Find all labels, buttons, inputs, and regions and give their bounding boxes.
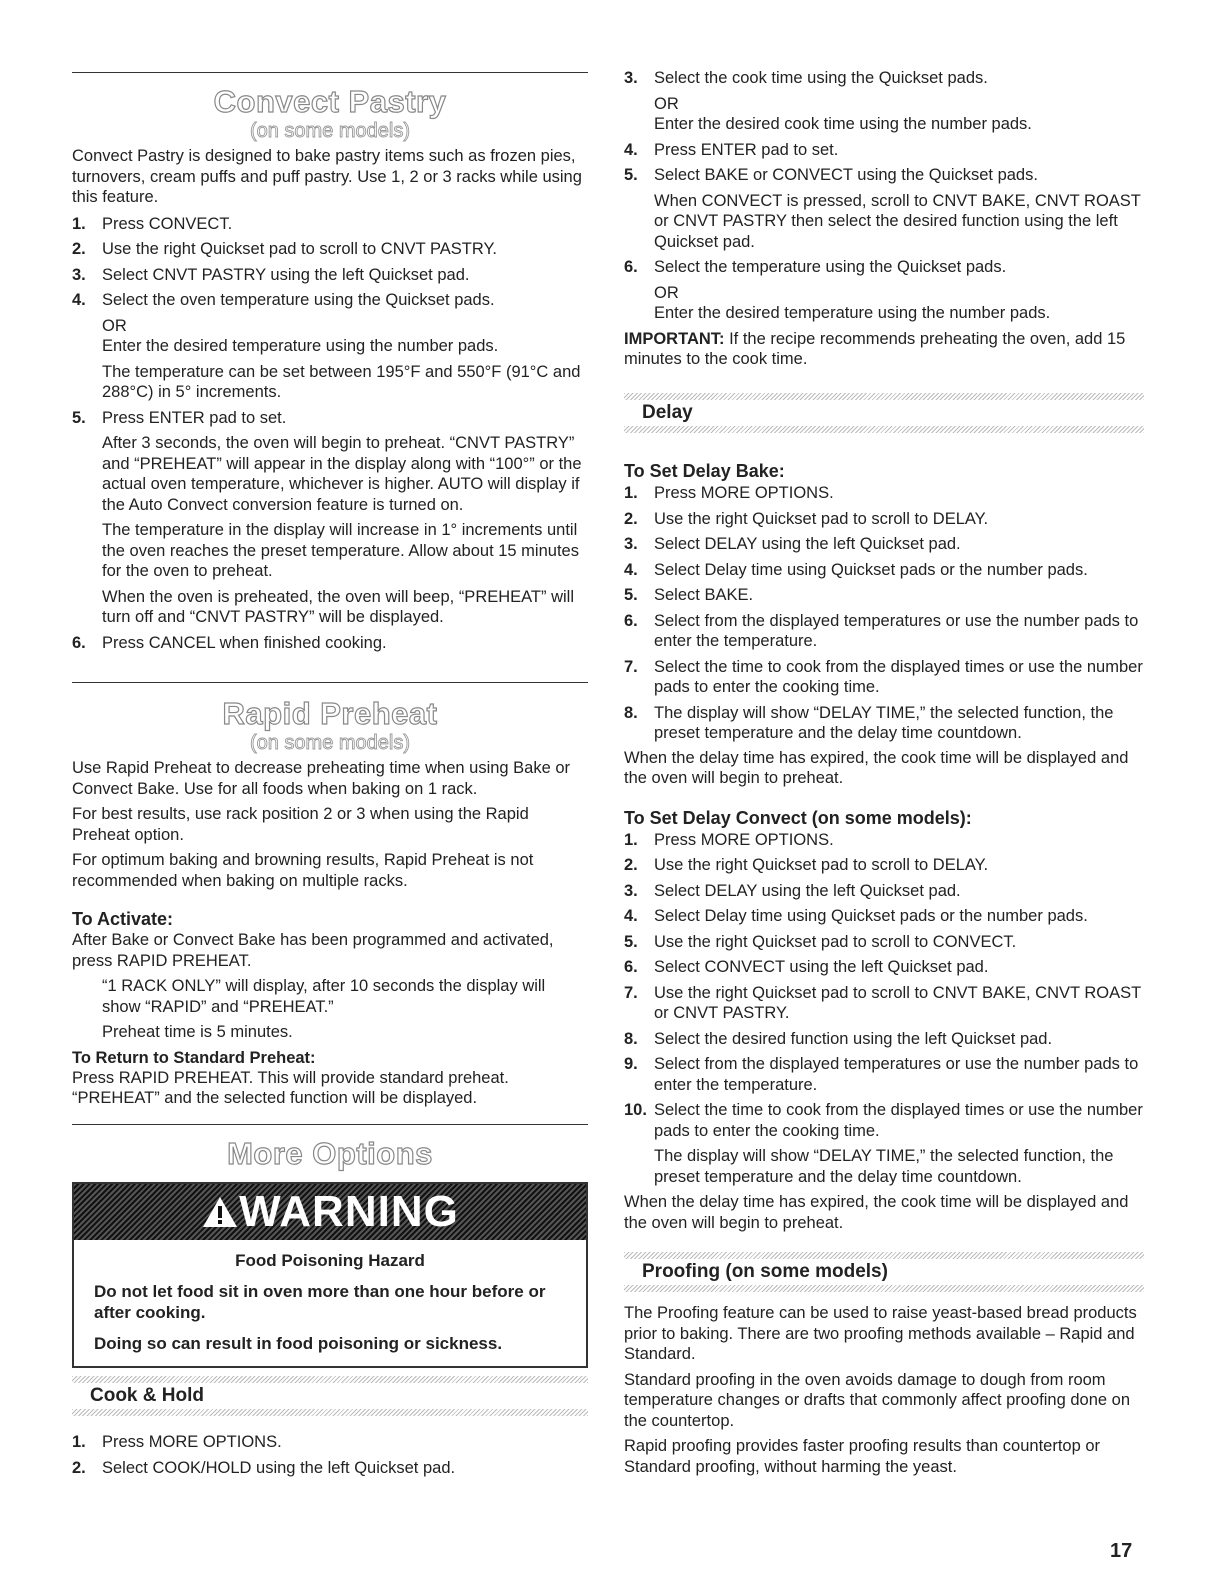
delay-section [624,460,1144,1233]
convect-pastry-intro: Convect Pastry is designed to bake pastry items such as frozen pies, turnovers, cream puffs and puff pastry. Use 1, 2 or 3 racks while using this feature. [72,147,582,206]
convect-pastry-steps [72,214,588,654]
step-note: After 3 seconds, the oven will begin to preheat. “CNVT PASTRY” and “PREHEAT” will appear in the display along with “100°” or the actual oven temperature, whichever is higher. AUTO will display if the Auto Convect conversion feature is turned on. [102,434,582,514]
list-item: 1. Press MORE OPTIONS. [624,484,834,502]
list-item: 1. Press CONVECT. [72,214,233,233]
paragraph: When the delay time has expired, the cook time will be displayed and the oven will begin to preheat. [624,1193,1129,1232]
warning-hazard: Food Poisoning Hazard [235,1251,425,1270]
list-item: 10. Select the time to cook from the displayed times or use the number pads to enter the cooking time. The display will show “DELAY TIME,” the selected function, the preset temperature and the delay time countdown. [624,1101,1143,1186]
list-item: 2. Use the right Quickset pad to scroll to CNVT PASTRY. [72,240,497,258]
list-item: 4. Select Delay time using Quickset pads or the number pads. [624,907,1088,925]
list-item: 4. Press ENTER pad to set. [624,140,839,159]
warning-line: Doing so can result in food poisoning or sickness. [94,1334,503,1353]
cook-hold-continued [624,68,1144,370]
list-item: 6. Press CANCEL when finished cooking. [72,633,387,652]
paragraph: Preheat time is 5 minutes. [102,1023,293,1041]
list-item: 6. Select the temperature using the Quickset pads. OR Enter the desired temperature using the number pads. [624,257,1144,324]
delay-bake-heading: To Set Delay Bake: [624,461,785,481]
warning-label: WARNING [239,1187,459,1236]
step-note: The temperature in the display will increase in 1° increments until the oven reaches the preset temperature. Allow about 15 minutes for the oven to preheat. [102,521,579,580]
delay-heading: Delay [624,400,1144,426]
proofing-heading: Proofing (on some models) [624,1259,1144,1285]
list-item: 5. Select BAKE. [624,586,754,604]
list-item: 2. Select COOK/HOLD using the left Quickset pad. [72,1458,456,1477]
cook-hold-section [72,1432,588,1478]
list-item: 5. Select BAKE or CONVECT using the Quickset pads. When CONVECT is pressed, scroll to CNVT BAKE, CNVT ROAST or CNVT PASTRY then select the desired function using the left Quickset pad. [624,165,1144,252]
to-activate-heading: To Activate: [72,909,174,929]
list-item: 8. Select the desired function using the left Quickset pad. [624,1029,1053,1048]
paragraph: For best results, use rack position 2 or 3 when using the Rapid Preheat option. [72,805,529,844]
or-label: OR [654,283,679,302]
list-item: 3. Select DELAY using the left Quickset pad. [624,535,961,553]
list-item: 1. Press MORE OPTIONS. [624,830,834,849]
paragraph: Press RAPID PREHEAT. This will provide standard preheat. “PREHEAT” and the selected function will be displayed. [72,1068,509,1107]
list-item: 2. Use the right Quickset pad to scroll to DELAY. [624,856,989,874]
convect-pastry-title: Convect Pastry [213,84,447,119]
convect-pastry-section [72,146,588,653]
rapid-preheat-subtitle: (on some models) [249,732,411,754]
step-note: When CONVECT is pressed, scroll to CNVT BAKE, CNVT ROAST or CNVT PASTRY then select the desired function using the left Quickset pad. [654,191,1141,251]
page-number: 17 [1110,1540,1133,1562]
list-item: 6. Select CONVECT using the left Quickset pad. [624,958,989,976]
warning-line: Do not let food sit in oven more than one hour before or after cooking. [94,1282,546,1322]
more-options-title: More Options [227,1136,433,1171]
step-note: When the oven is preheated, the oven will beep, “PREHEAT” will turn off and “CNVT PASTRY” will be displayed. [102,587,575,626]
list-item: 9. Select from the displayed temperatures or use the number pads to enter the temperature. [624,1055,1139,1094]
paragraph: For optimum baking and browning results, Rapid Preheat is not recommended when baking on multiple racks. [72,851,534,890]
rapid-preheat-title: Rapid Preheat [222,696,438,731]
paragraph: Rapid proofing provides faster proofing results than countertop or Standard proofing, without harming the yeast. [624,1437,1101,1476]
convect-pastry-subtitle: (on some models) [249,120,411,142]
section-divider [72,682,588,683]
list-item: 4. Select the oven temperature using the Quickset pads. OR Enter the desired temperature using the number pads. The temperature can be set between 195°F and 550°F (91°C and 288°C) in 5° increments. [72,290,588,403]
list-item: 3. Select the cook time using the Quickset pads. OR Enter the desired cook time using the number pads. [624,68,1144,135]
warning-body [74,1240,586,1366]
list-item: 5. Use the right Quickset pad to scroll to CONVECT. [624,932,1017,951]
step-alt: Enter the desired temperature using the number pads. [654,304,1051,322]
cook-hold-header [72,1376,588,1416]
cook-hold-heading: Cook & Hold [72,1383,588,1409]
proofing-header [624,1252,1144,1292]
paragraph: “1 RACK ONLY” will display, after 10 seconds the display will show “RAPID” and “PREHEAT.” [102,977,546,1016]
list-item: 2. Use the right Quickset pad to scroll to DELAY. [624,509,989,528]
delay-bake-steps [624,483,1144,744]
cook-hold-steps [72,1432,588,1478]
step-alt: Enter the desired temperature using the number pads. [102,337,499,355]
list-item: 7. Select the time to cook from the displayed times or use the number pads to enter the cooking time. [624,657,1143,696]
list-item: 3. Select DELAY using the left Quickset pad. [624,881,961,900]
step-alt: Enter the desired cook time using the number pads. [654,115,1032,133]
list-item: 4. Select Delay time using Quickset pads or the number pads. [624,560,1088,579]
paragraph: The Proofing feature can be used to raise yeast-based bread products prior to baking. There are two proofing methods available – Rapid and Standard. [624,1304,1137,1363]
cook-hold-steps-continued [624,68,1144,324]
list-item: 6. Select from the displayed temperatures or use the number pads to enter the temperature. [624,611,1139,650]
list-item: 1. Press MORE OPTIONS. [72,1433,282,1451]
return-standard-heading: To Return to Standard Preheat: [72,1048,316,1067]
list-item: 7. Use the right Quickset pad to scroll to CNVT BAKE, CNVT ROAST or CNVT PASTRY. [624,983,1141,1022]
rapid-preheat-section [72,758,588,1109]
section-divider [72,72,588,73]
list-item: 5. Press ENTER pad to set. After 3 seconds, the oven will begin to preheat. “CNVT PASTRY” and “PREHEAT” will appear in the display along with “100°” or the actual oven temperature, whichever is higher. AUTO will display if the Auto Convect conversion feature is turned on. The temperature in the display will increase in 1° increments until the oven reaches the preset temperature. Allow about 15 minutes for the oven to preheat. When the oven is preheated, the oven will beep, “PREHEAT” will turn off and “CNVT PASTRY” will be displayed. [72,408,588,628]
delay-convect-steps [624,830,1144,1188]
step-note: The temperature can be set between 195°F and 550°F (91°C and 288°C) in 5° increments. [102,362,581,401]
or-label: OR [102,316,127,335]
list-item: 3. Select CNVT PASTRY using the left Quickset pad. [72,265,470,284]
list-item: 8. The display will show “DELAY TIME,” the selected function, the preset temperature and the delay time countdown. [624,703,1114,742]
proofing-section [624,1303,1144,1477]
step-note: The display will show “DELAY TIME,” the selected function, the preset temperature and the delay time countdown. [654,1147,1114,1186]
important-note: IMPORTANT: If the recipe recommends preheating the oven, add 15 minutes to the cook time. [624,329,1126,368]
warning-box [72,1182,588,1368]
paragraph: After Bake or Convect Bake has been programmed and activated, press RAPID PREHEAT. [72,931,554,970]
paragraph: Standard proofing in the oven avoids damage to dough from room temperature changes or drafts that commonly affect proofing done on the countertop. [624,1370,1130,1430]
paragraph: Use Rapid Preheat to decrease preheating time when using Bake or Convect Bake. Use for all foods when baking on 1 rack. [72,759,571,798]
warning-triangle-icon [201,1195,239,1229]
warning-header [74,1184,586,1240]
delay-convect-heading: To Set Delay Convect (on some models): [624,807,972,828]
or-label: OR [654,94,679,113]
paragraph: When the delay time has expired, the cook time will be displayed and the oven will begin to preheat. [624,748,1129,787]
delay-header [624,393,1144,433]
section-divider [72,1124,588,1125]
